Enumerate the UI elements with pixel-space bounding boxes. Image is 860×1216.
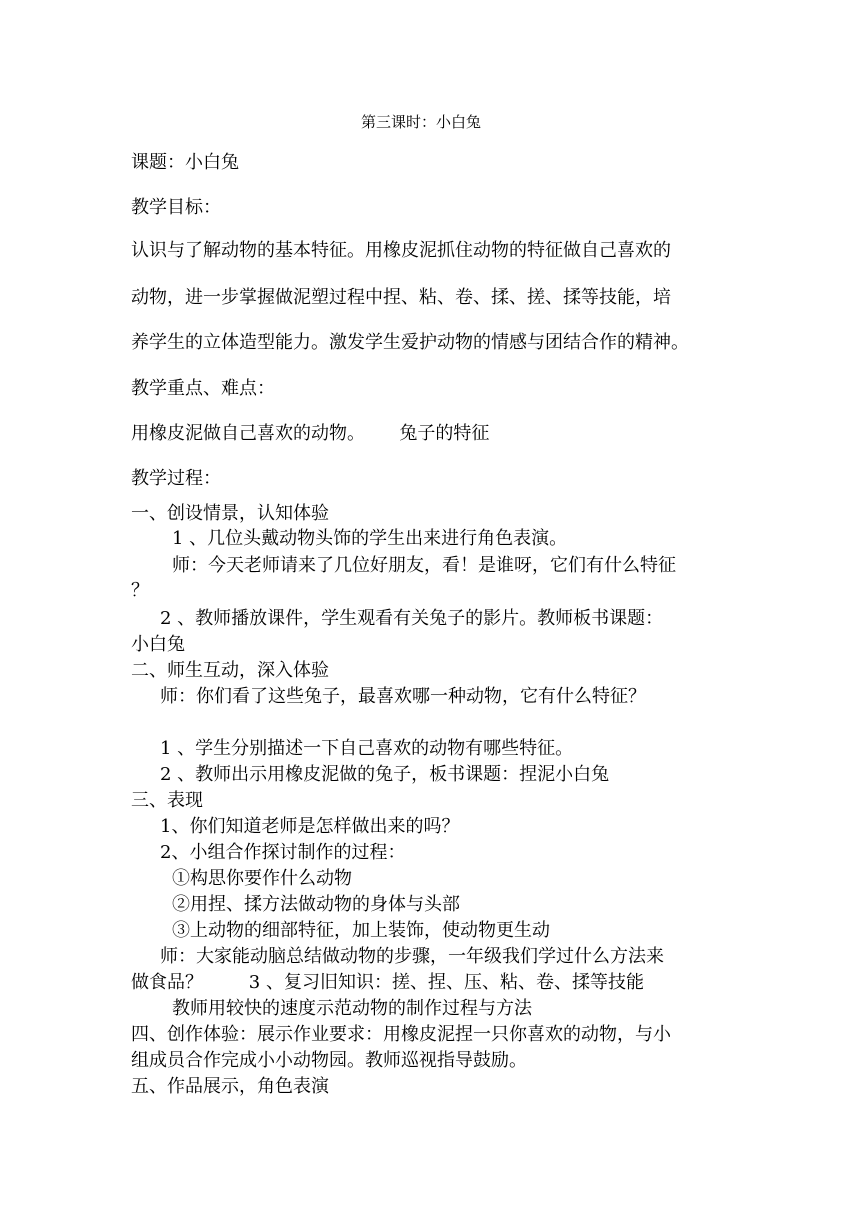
list-item: 1、你们知道老师是怎样做出来的吗？	[160, 816, 460, 837]
paragraph-line: 小白兔	[131, 634, 185, 655]
section-heading: 教学过程：	[131, 468, 221, 489]
paragraph-line: 动物，进一步掌握做泥塑过程中捏、粘、卷、揉、搓、揉等技能，培	[131, 287, 671, 308]
section-heading: 五、作品展示，角色表演	[131, 1076, 329, 1097]
list-item: 2 、教师播放课件，学生观看有关兔子的影片。教师板书课题：	[160, 608, 664, 629]
paragraph-line: 师：大家能动脑总结做动物的步骤，一年级我们学过什么方法来	[160, 946, 664, 967]
list-item: 1 、学生分别描述一下自己喜欢的动物有哪些特征。	[160, 738, 574, 759]
paragraph-line: 认识与了解动物的基本特征。用橡皮泥抓住动物的特征做自己喜欢的	[131, 240, 671, 261]
paragraph-line: ？	[131, 580, 149, 601]
paragraph-line: 做食品？ 3 、复习旧知识：搓、捏、压、粘、卷、揉等技能	[131, 972, 644, 993]
list-item: ①构思你要作什么动物	[172, 868, 352, 889]
list-item: 1 、几位头戴动物头饰的学生出来进行角色表演。	[172, 528, 568, 549]
lesson-topic: 课题：小白兔	[131, 152, 239, 173]
paragraph-line: 师：你们看了这些兔子，最喜欢哪一种动物，它有什么特征？	[160, 686, 646, 707]
list-item: ③上动物的细部特征，加上装饰，使动物更生动	[172, 920, 550, 941]
paragraph-line: 组成员合作完成小小动物园。教师巡视指导鼓励。	[131, 1050, 527, 1071]
paragraph-line: 师：今天老师请来了几位好朋友，看！是谁呀，它们有什么特征	[172, 555, 676, 576]
list-item: ②用捏、揉方法做动物的身体与头部	[172, 894, 460, 915]
paragraph-line: 教师用较快的速度示范动物的制作过程与方法	[172, 998, 532, 1019]
paragraph-line: 用橡皮泥做自己喜欢的动物。 兔子的特征	[131, 423, 490, 444]
section-heading: 一、创设情景，认知体验	[131, 503, 329, 524]
section-heading: 二、师生互动，深入体验	[131, 660, 329, 681]
section-heading: 三、表现	[131, 790, 203, 811]
paragraph-line: 养学生的立体造型能力。激发学生爱护动物的情感与团结合作的精神。	[131, 332, 689, 353]
list-item: 2 、教师出示用橡皮泥做的兔子，板书课题：捏泥小白兔	[160, 764, 610, 785]
section-heading: 四、创作体验：展示作业要求：用橡皮泥捏一只你喜欢的动物，与小	[131, 1024, 671, 1045]
section-heading: 教学重点、难点：	[131, 378, 275, 399]
section-heading: 教学目标：	[131, 197, 221, 218]
page-title: 第三课时：小白兔	[361, 113, 482, 131]
list-item: 2、小组合作探讨制作的过程：	[160, 842, 406, 863]
